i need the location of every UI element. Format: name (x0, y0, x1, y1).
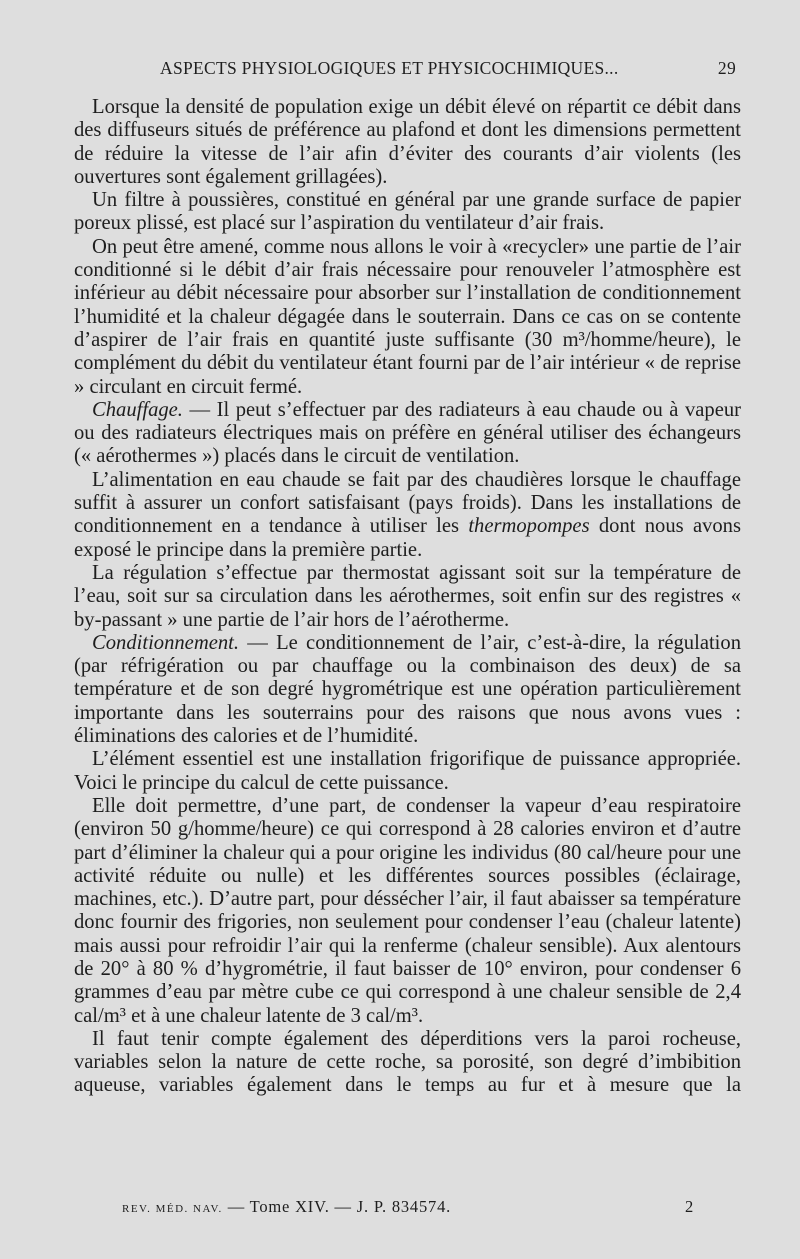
tome-reference: — Tome XIV. — J. P. 834574. (222, 1197, 452, 1216)
text-run: Elle doit permettre, d’une part, de condenser la vapeur d’eau respiratoire (environ 50 g/homme/heure) ce qui correspond à 28 calories environ et d’autre part d’éliminer la chaleur qui a pour origine les individus (80 cal/heure pour une activité réduite ou nulle) et les différentes sources possibles (éclairage, machines, etc.). D’autre part, pour déssécher l’air, il faut abaisser sa température donc fournir des frigories, non seulement pour condenser l’eau (chaleur latente) mais aussi pour refroidir l’air qui la renferme (chaleur sensible). Aux alentours de 20° à 80 % d’hygrométrie, il faut baisser de 10° environ, pour condenser 6 grammes d’eau par mètre cube ce qui correspond à une chaleur sensible de 2,4 cal/m³ et à une chaleur latente de 3 cal/m³. (74, 794, 741, 1027)
italic-run: thermopompes (468, 515, 590, 538)
running-header (74, 58, 736, 82)
paragraph (74, 189, 741, 236)
text-run: On peut être amené, comme nous allons le voir à «recycler» une partie de l’air conditionné si le débit d’air frais nécessaire pour renouveler l’atmosphère est inférieur au débit nécessaire pour absorber sur l’installation de conditionnement l’humidité et la chaleur dégagée dans le souterrain. Dans ce cas on se contente d’aspirer de l’air frais en quantité juste suffisante (30 m³/homme/heure), le complément du débit du ventilateur étant fourni par de l’air intérieur « de reprise » circulant en circuit fermé. (74, 235, 741, 398)
footer-reference (122, 1197, 451, 1217)
paragraph (74, 96, 741, 189)
text-run: — Le conditionnement de l’air, c’est-à-dire, la régulation (par réfrigération ou par chauffage ou la combinaison des deux) de sa température et de son degré hygrométrique est une opération particulièrement importante dans les souterrains pour des raisons que nous avons vues : éliminations des calories et de l’humidité. (74, 631, 741, 748)
italic-run: Chauffage. (92, 398, 183, 421)
body-text (74, 96, 741, 1098)
paragraph (74, 236, 741, 399)
text-run: La régulation s’effectue par thermostat agissant soit sur la température de l’eau, soit sur sa circulation dans les aérothermes, soit enfin sur des registres « by-passant » une partie de l’air hors de l’aérotherme. (74, 561, 741, 631)
text-run: dont nous avons exposé le principe dans la première partie. (74, 515, 741, 561)
paragraph (74, 748, 741, 795)
signature-mark: 2 (684, 1197, 694, 1216)
journal-abbrev: REV. MÉD. NAV. (122, 1203, 223, 1215)
page-number: 29 (717, 58, 736, 78)
paragraph (74, 795, 741, 1028)
text-run: L’élément essentiel est une installation frigorifique de puissance appropriée. Voici le principe du calcul de cette puissance. (74, 748, 741, 794)
paragraph (74, 1028, 741, 1098)
running-title: ASPECTS PHYSIOLOGIQUES ET PHYSICOCHIMIQUES... (160, 58, 619, 78)
text-run: Un filtre à poussières, constitué en général par une grande surface de papier poreux plissé, est placé sur l’aspiration du ventilateur d’air frais. (74, 189, 741, 235)
text-run: L’alimentation en eau chaude se fait par des chaudières lorsque le chauffage suffit à assurer un confort satisfaisant (pays froids). Dans les installations de conditionnement en a tendance à utiliser les (74, 468, 741, 538)
paragraph (74, 399, 741, 469)
text-run: — Il peut s’effectuer par des radiateurs à eau chaude ou à vapeur ou des radiateurs électriques mais on préfère en général utiliser des échangeurs (« aérothermes ») placés dans le circuit de ventilation. (74, 398, 741, 468)
text-run: Il faut tenir compte également des déperditions vers la paroi rocheuse, variables selon la nature de cette roche, sa porosité, son degré d’imbibition aqueuse, variables également dans le temps au fur et à mesure que la (74, 1027, 741, 1097)
paragraph (74, 632, 741, 748)
paragraph (74, 469, 741, 562)
text-run: Lorsque la densité de population exige un débit élevé on répartit ce débit dans des diffuseurs situés de préférence au plafond et dont les dimensions permettent de réduire la vitesse de l’air afin d’éviter des courants d’air violents (les ouvertures sont également grillagées). (74, 96, 741, 188)
paragraph (74, 562, 741, 632)
italic-run: Conditionnement. (92, 631, 240, 654)
